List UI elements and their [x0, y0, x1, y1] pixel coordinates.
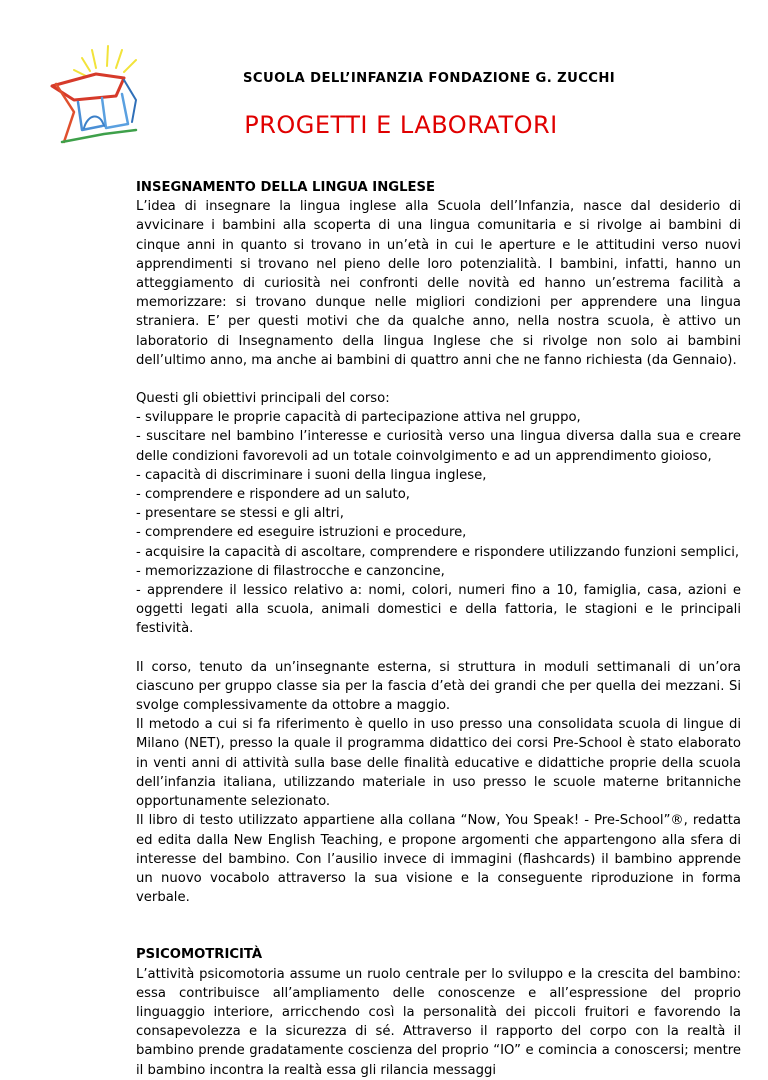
objective-item: - sviluppare le proprie capacità di partecipazione attiva nel gruppo,	[136, 410, 581, 426]
english-intro-paragraph: L’idea di insegnare la lingua inglese alla Scuola dell’Infanzia, nasce dal desiderio di avvicinare i bambini alla scoperta di una lingua comunitaria e si rivolge ai bambini di cinque anni in quanto si trovano in un’età in cui le aperture e le attitudini verso nuovi apprendimenti si trovano nel pieno delle loro potenzialità. I bambini, infatti, hanno un atteggiamento di curiosità nei confronti delle novità ed hanno un’estrema facilità a memorizzare: si trovano dunque nelle migliori condizioni per apprendere una lingua straniera. E’ per questi motivi che da qualche anno, nella nostra scuola, è attivo un laboratorio di Insegnamento della lingua Inglese che si rivolge non solo ai bambini dell’ultimo anno, ma anche ai bambini di quattro anni che ne fanno richiesta (da Gennaio).	[136, 199, 741, 368]
objective-item: - memorizzazione di filastrocche e canzoncine,	[136, 563, 445, 579]
method-paragraph: Il metodo a cui si fa riferimento è quello in uso presso una consolidata scuola di lingue di Milano (NET), presso la quale il programma didattico dei corsi Pre-School è stato elaborato in venti anni di attività sulla base delle finalità educative e didattiche proprie della scuola dell’infanzia italiana, utilizzando materiale in uso presso le scuole materne britanniche opportunamente selezionato.	[136, 717, 741, 810]
section-heading-english: INSEGNAMENTO DELLA LINGUA INGLESE	[136, 180, 435, 195]
objective-item: - comprendere e rispondere ad un saluto,	[136, 487, 410, 503]
course-paragraph: Il corso, tenuto da un’insegnante esterna, si struttura in moduli settimanali di un’ora ciascuno per gruppo classe sia per la fascia d’età dei grandi che per quella dei mezzani. Si svolge complessivamente da ottobre a maggio.	[136, 659, 741, 714]
sun-rays-icon	[74, 46, 136, 76]
objective-item: - acquisire la capacità di ascoltare, comprendere e rispondere utilizzando funzioni semplici,	[136, 544, 740, 560]
objectives-intro: Questi gli obiettivi principali del corso:	[136, 391, 390, 407]
objective-item: - capacità di discriminare i suoni della lingua inglese,	[136, 467, 487, 483]
document-body	[136, 178, 741, 1080]
objective-item: - apprendere il lessico relativo a: nomi, colori, numeri fino a 10, famiglia, casa, azioni e oggetti legati alla scuola, animali domestici e della fattoria, le stagioni e le principali festività.	[136, 583, 741, 637]
objective-item: - suscitare nel bambino l’interesse e curiosità verso una lingua diversa dalla sua e creare delle condizioni favorevoli ad un totale coinvolgimento e ad un apprendimento gioioso,	[136, 429, 741, 464]
section-heading-psicomotricita: PSICOMOTRICITÀ	[136, 947, 263, 963]
book-paragraph: Il libro di testo utilizzato appartiene alla collana “Now, You Speak! - Pre-School”®, redatta ed edita dalla New English Teaching, e propone argomenti che appartengono alla sfera di interesse del bambino. Con l’ausilio invece di immagini (flashcards) il bambino apprende un nuovo vocabolo attraverso la sua visione e la conseguente riproduzione in forma verbale.	[136, 813, 741, 906]
objective-item: - presentare se stessi e gli altri,	[136, 506, 344, 522]
objective-item: - comprendere ed eseguire istruzioni e procedure,	[136, 525, 467, 541]
school-name: SCUOLA DELL’INFANZIA FONDAZIONE G. ZUCCHI	[243, 71, 616, 86]
psico-paragraph: L’attività psicomotoria assume un ruolo centrale per lo sviluppo e la crescita del bambino: essa contribuisce all’ampliamento delle conoscenze e all’espressione del proprio linguaggio interiore, arricchendo così la personalità dei piccoli fruitori e favorendo la consapevolezza e la sicurezza di sé. Attraverso il rapporto del corpo con la realtà il bambino prende gradatamente coscienza del proprio “IO” e comincia a conoscersi; mentre il bambino incontra la realtà essa gli rilancia messaggi	[136, 966, 741, 1078]
page-title: PROGETTI E LABORATORI	[244, 111, 558, 139]
